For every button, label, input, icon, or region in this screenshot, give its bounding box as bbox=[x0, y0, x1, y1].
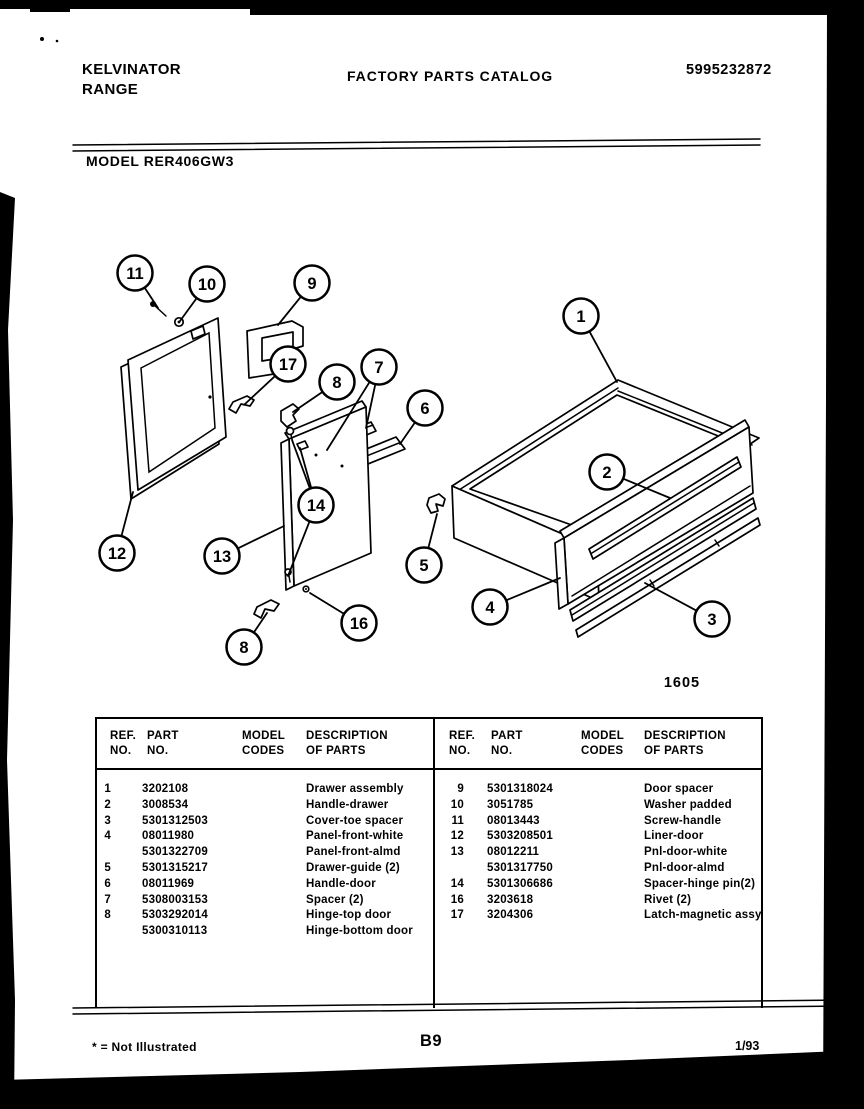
description-cell: Handle-drawer bbox=[306, 798, 389, 811]
col-header-description: DESCRIPTION OF PARTS bbox=[306, 730, 388, 757]
ref-no-cell: 16 bbox=[450, 893, 464, 906]
callout-14 bbox=[299, 488, 334, 523]
svg-text:13: 13 bbox=[212, 547, 232, 566]
parts-table-row bbox=[437, 894, 761, 909]
page-code: B9 bbox=[420, 1032, 443, 1050]
parts-table-row bbox=[437, 783, 761, 798]
callout-leader-line bbox=[589, 331, 617, 382]
description-cell: Panel-front-white bbox=[306, 830, 404, 843]
ref-no-cell: 17 bbox=[450, 909, 464, 922]
svg-text:7: 7 bbox=[374, 358, 384, 377]
svg-text:8: 8 bbox=[332, 373, 342, 392]
part-no-cell: 5300310113 bbox=[142, 925, 208, 938]
callout-9 bbox=[295, 266, 330, 301]
callout-2 bbox=[590, 455, 625, 490]
parts-table-row bbox=[97, 878, 433, 893]
callout-3 bbox=[695, 602, 730, 637]
svg-text:5: 5 bbox=[419, 556, 429, 575]
parts-table-row bbox=[97, 909, 433, 924]
ref-no-cell: 4 bbox=[104, 830, 111, 843]
part-no-cell: 5301322709 bbox=[142, 846, 208, 859]
callout-7 bbox=[362, 350, 397, 385]
parts-table-row bbox=[437, 799, 761, 814]
description-cell: Spacer-hinge pin(2) bbox=[644, 877, 756, 890]
description-cell: Drawer assembly bbox=[306, 783, 404, 795]
description-cell: Hinge-bottom door bbox=[306, 925, 413, 938]
callout-1 bbox=[564, 299, 599, 334]
ref-no-cell: 1 bbox=[104, 783, 111, 795]
part-no-cell: 08011980 bbox=[142, 830, 195, 843]
drawer-guide-clip-drawing bbox=[427, 494, 445, 513]
part-no-cell: 5301317750 bbox=[487, 862, 553, 874]
col-header-description: DESCRIPTION OF PARTS bbox=[644, 730, 726, 757]
parts-table-row bbox=[97, 846, 433, 861]
ref-no-cell: 12 bbox=[450, 830, 464, 843]
description-cell: Latch-magnetic assy bbox=[644, 909, 762, 922]
page-date: 1/93 bbox=[735, 1039, 760, 1053]
part-no-cell: 5308003153 bbox=[142, 893, 208, 906]
ref-no-cell: 6 bbox=[104, 877, 111, 890]
table-center-divider bbox=[433, 719, 435, 1008]
callout-11 bbox=[118, 256, 153, 291]
part-no-cell: 3203618 bbox=[487, 893, 534, 906]
svg-text:4: 4 bbox=[485, 598, 495, 617]
parts-table-row bbox=[437, 815, 761, 830]
doc-number: 5995232872 bbox=[686, 62, 772, 78]
parts-table-right-section bbox=[437, 719, 761, 1008]
svg-text:9: 9 bbox=[307, 274, 317, 293]
description-cell: Rivet (2) bbox=[644, 893, 692, 906]
parts-table-row bbox=[437, 878, 761, 893]
description-cell: Panel-front-almd bbox=[306, 846, 401, 859]
hinge-top-drawing bbox=[281, 404, 299, 427]
description-cell: Pnl-door-white bbox=[644, 846, 728, 859]
ref-no-cell: 2 bbox=[104, 798, 111, 811]
svg-text:14: 14 bbox=[306, 496, 326, 515]
part-no-cell: 5301306686 bbox=[487, 877, 553, 890]
callout-5 bbox=[407, 548, 442, 583]
part-no-cell: 3202108 bbox=[142, 783, 189, 795]
parts-table-row bbox=[437, 830, 761, 845]
callout-8 bbox=[320, 365, 355, 400]
callout-leader-line bbox=[310, 593, 344, 614]
ref-no-cell: 5 bbox=[104, 862, 111, 874]
svg-text:3: 3 bbox=[707, 610, 717, 629]
description-cell: Liner-door bbox=[644, 830, 704, 843]
svg-text:10: 10 bbox=[197, 275, 217, 294]
description-cell: Cover-toe spacer bbox=[306, 814, 404, 827]
callout-leader-line bbox=[400, 422, 415, 444]
description-cell: Spacer (2) bbox=[306, 893, 364, 906]
parts-table-row bbox=[437, 909, 761, 924]
part-no-cell: 3204306 bbox=[487, 909, 534, 922]
callout-leader-line bbox=[238, 526, 284, 548]
parts-table-row bbox=[437, 846, 761, 861]
ref-no-cell: 13 bbox=[450, 846, 464, 859]
parts-table-row bbox=[97, 783, 433, 798]
table-body-right bbox=[437, 783, 761, 1008]
col-header-model: MODEL CODES bbox=[581, 730, 625, 757]
description-cell: Screw-handle bbox=[644, 814, 722, 827]
description-cell: Pnl-door-almd bbox=[644, 862, 725, 874]
door-liner-drawing bbox=[121, 318, 226, 499]
ref-no-cell: 8 bbox=[104, 909, 111, 922]
svg-text:11: 11 bbox=[126, 264, 144, 283]
ref-no-cell: 11 bbox=[451, 814, 464, 827]
table-body-left bbox=[97, 783, 433, 1008]
part-no-cell: 08012211 bbox=[487, 846, 540, 859]
callout-leader-line bbox=[428, 514, 437, 548]
svg-text:12: 12 bbox=[107, 544, 127, 563]
callout-17 bbox=[271, 347, 306, 382]
col-header-model: MODEL CODES bbox=[242, 730, 286, 757]
model-line: MODEL RER406GW3 bbox=[86, 153, 234, 169]
ref-no-cell: 9 bbox=[457, 783, 464, 795]
callout-leader-line bbox=[293, 392, 323, 412]
parts-table bbox=[95, 717, 763, 1008]
svg-text:1: 1 bbox=[576, 307, 586, 326]
callout-8 bbox=[227, 630, 262, 665]
callout-leader-line bbox=[180, 298, 197, 321]
parts-table-row bbox=[97, 925, 433, 940]
plate-number: 1605 bbox=[663, 675, 701, 691]
part-no-cell: 3051785 bbox=[487, 798, 534, 811]
svg-text:16: 16 bbox=[349, 614, 369, 633]
callout-leader-line bbox=[121, 492, 133, 536]
header-rule bbox=[73, 139, 760, 151]
col-header-ref: REF. NO. bbox=[449, 730, 476, 757]
col-header-part: PART NO. bbox=[147, 730, 179, 757]
parts-table-left-section bbox=[97, 719, 433, 1008]
ref-no-cell: 7 bbox=[104, 893, 111, 906]
ref-no-cell: 14 bbox=[450, 877, 464, 890]
part-no-cell: 3008534 bbox=[142, 798, 189, 811]
page-title: FACTORY PARTS CATALOG bbox=[347, 68, 554, 84]
ref-no-cell: 3 bbox=[104, 814, 111, 827]
description-cell: Door spacer bbox=[644, 783, 714, 795]
description-cell: Handle-door bbox=[306, 877, 376, 890]
part-no-cell: 08011969 bbox=[142, 877, 195, 890]
callout-leader-line bbox=[245, 376, 275, 404]
parts-table-row bbox=[97, 799, 433, 814]
callout-6 bbox=[408, 391, 443, 426]
parts-table-row bbox=[437, 862, 761, 877]
description-cell: Hinge-top door bbox=[306, 909, 392, 922]
callout-10 bbox=[190, 267, 225, 302]
description-cell: Drawer-guide (2) bbox=[306, 862, 400, 874]
ref-no-cell: 10 bbox=[450, 798, 464, 811]
callout-leader-line bbox=[645, 583, 697, 611]
svg-text:8: 8 bbox=[239, 638, 249, 657]
col-header-part: PART NO. bbox=[491, 730, 523, 757]
callout-leader-line bbox=[506, 578, 560, 600]
parts-table-row bbox=[97, 894, 433, 909]
part-no-cell: 5301315217 bbox=[142, 862, 208, 874]
svg-text:17: 17 bbox=[278, 355, 298, 374]
callout-12 bbox=[100, 536, 135, 571]
part-no-cell: 5303292014 bbox=[142, 909, 208, 922]
brand-line2: RANGE bbox=[82, 81, 139, 98]
callout-4 bbox=[473, 590, 508, 625]
callout-16 bbox=[342, 606, 377, 641]
description-cell: Washer padded bbox=[644, 798, 732, 811]
svg-text:6: 6 bbox=[420, 399, 430, 418]
parts-table-row bbox=[97, 830, 433, 845]
footer-note: * = Not Illustrated bbox=[92, 1040, 197, 1054]
parts-table-row bbox=[97, 862, 433, 877]
callout-13 bbox=[205, 539, 240, 574]
parts-table-row bbox=[97, 815, 433, 830]
svg-text:2: 2 bbox=[602, 463, 612, 482]
part-no-cell: 08013443 bbox=[487, 814, 540, 827]
brand-line1: KELVINATOR bbox=[82, 61, 182, 78]
col-header-ref: REF. NO. bbox=[110, 730, 137, 757]
part-no-cell: 5303208501 bbox=[487, 830, 553, 843]
part-no-cell: 5301312503 bbox=[142, 814, 208, 827]
part-no-cell: 5301318024 bbox=[487, 783, 553, 795]
